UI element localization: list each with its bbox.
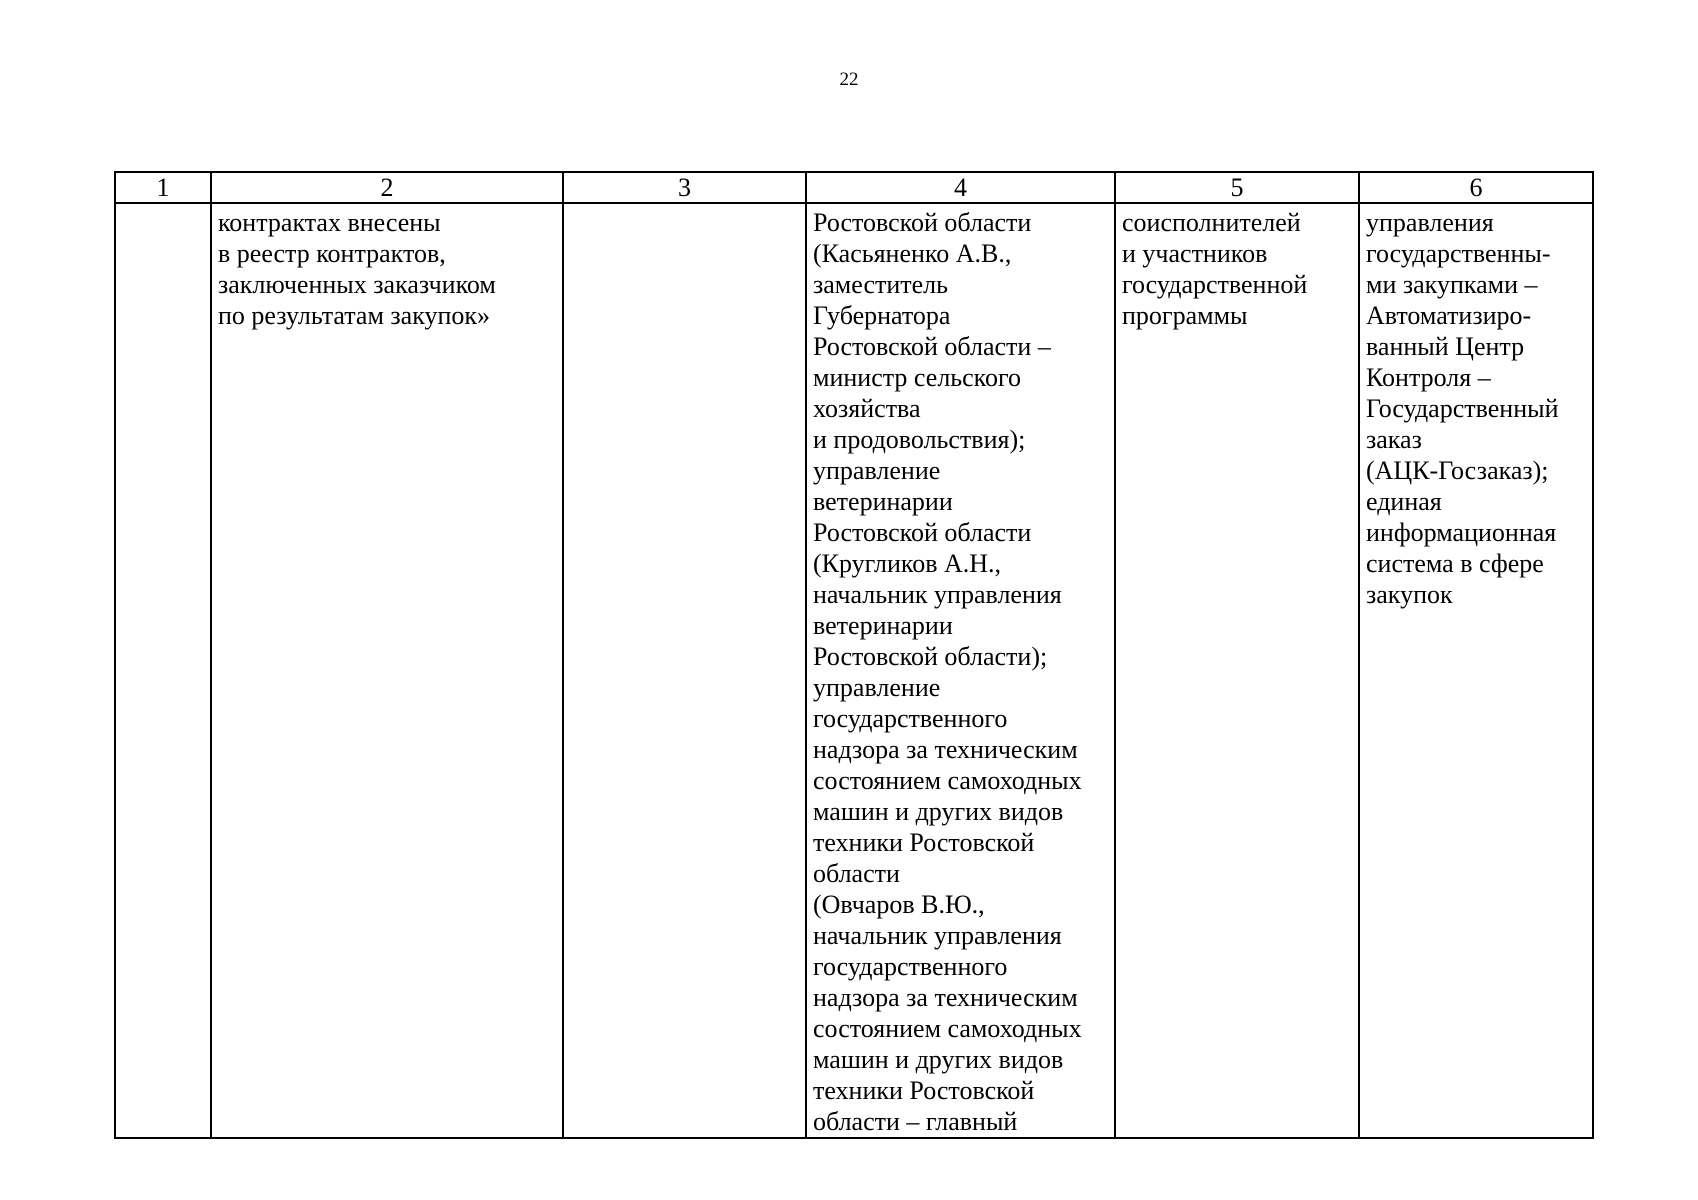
cell-text-line: Губернатора: [813, 301, 951, 330]
table-cell-col5: [1115, 203, 1359, 1138]
cell-text-line: области – главный: [813, 1107, 1018, 1136]
cell-text-line: управления: [1366, 208, 1494, 237]
cell-text-line: система в сфере: [1366, 549, 1544, 578]
cell-text-line: техники Ростовской: [813, 828, 1035, 857]
cell-text-line: и участников: [1122, 239, 1268, 268]
table-cell-col2: [211, 203, 563, 1138]
cell-text-line: государственного: [813, 704, 1008, 733]
cell-text-line: начальник управления: [813, 580, 1062, 609]
cell-text-line: машин и других видов: [813, 1045, 1064, 1074]
table-cell-col1: [115, 203, 211, 1138]
column-header-3: 3: [563, 172, 806, 203]
cell-text-line: в реестр контрактов,: [218, 239, 446, 268]
cell-text-line: информационная: [1366, 518, 1557, 547]
cell-text-line: заказ: [1366, 425, 1422, 454]
table-cell-col3: [563, 203, 806, 1138]
table-header-row: [115, 172, 1593, 203]
cell-text-line: Контроля –: [1366, 363, 1491, 392]
cell-text-line: состоянием самоходных: [813, 766, 1082, 795]
cell-text-line: закупок: [1366, 580, 1453, 609]
cell-text-line: Ростовской области –: [813, 332, 1051, 361]
cell-text-line: Государственный: [1366, 394, 1559, 423]
cell-text-line: начальник управления: [813, 921, 1062, 950]
column-header-5: 5: [1115, 172, 1359, 203]
table-cell-col4: [806, 203, 1115, 1138]
cell-text-line: по результатам закупок»: [218, 301, 491, 330]
cell-text-line: ванный Центр: [1366, 332, 1525, 361]
cell-text-line: государственного: [813, 952, 1008, 981]
cell-text-line: состоянием самоходных: [813, 1014, 1082, 1043]
cell-text-line: министр сельского: [813, 363, 1022, 392]
cell-text-line: (Касьяненко А.В.,: [813, 239, 1012, 268]
cell-text-line: машин и других видов: [813, 797, 1064, 826]
cell-text-line: Автоматизиро-: [1366, 301, 1532, 330]
cell-text-line: ми закупками –: [1366, 270, 1538, 299]
page-number: 22: [839, 69, 859, 90]
cell-text-line: (Овчаров В.Ю.,: [813, 890, 985, 919]
cell-text-line: соисполнителей: [1122, 208, 1301, 237]
column-header-2: 2: [211, 172, 563, 203]
cell-text-line: государственны-: [1366, 239, 1551, 268]
cell-text-line: (Кругликов А.Н.,: [813, 549, 1002, 578]
cell-text-line: области: [813, 859, 900, 888]
cell-text-line: заместитель: [813, 270, 949, 299]
table-row: [115, 203, 1593, 1138]
cell-text-line: Ростовской области: [813, 518, 1032, 547]
cell-text-line: техники Ростовской: [813, 1076, 1035, 1105]
cell-text-line: государственной: [1122, 270, 1308, 299]
cell-text-line: надзора за техническим: [813, 735, 1078, 764]
table-cell-col6: [1359, 203, 1593, 1138]
cell-text-line: управление: [813, 673, 941, 702]
cell-text-line: контрактах внесены: [218, 208, 441, 237]
cell-text-line: хозяйства: [813, 394, 921, 423]
cell-text-line: и продовольствия);: [813, 425, 1026, 454]
document-table: [114, 171, 1594, 1139]
cell-text-line: Ростовской области: [813, 208, 1032, 237]
cell-text-line: ветеринарии: [813, 487, 953, 516]
cell-text-line: управление: [813, 456, 941, 485]
column-header-4: 4: [806, 172, 1115, 203]
cell-text-line: заключенных заказчиком: [218, 270, 496, 299]
cell-text-line: Ростовской области);: [813, 642, 1048, 671]
cell-text-line: надзора за техническим: [813, 983, 1078, 1012]
column-header-1: 1: [115, 172, 211, 203]
column-header-6: 6: [1359, 172, 1593, 203]
cell-text-line: ветеринарии: [813, 611, 953, 640]
cell-text-line: программы: [1122, 301, 1248, 330]
cell-text-line: (АЦК-Госзаказ);: [1366, 456, 1549, 485]
cell-text-line: единая: [1366, 487, 1442, 516]
